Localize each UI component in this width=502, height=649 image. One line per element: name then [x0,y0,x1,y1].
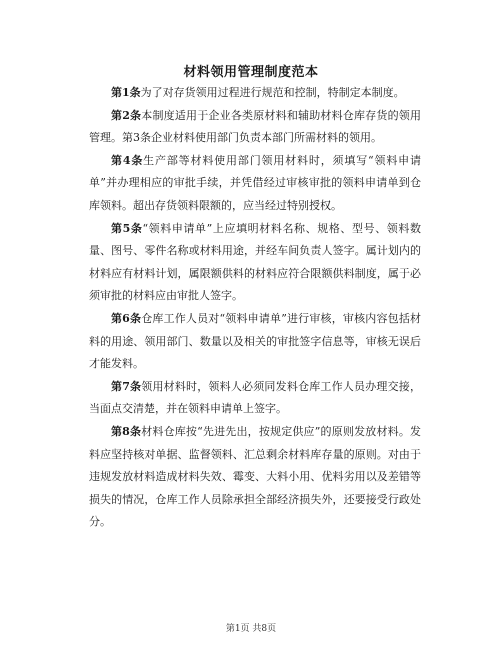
article-number: 第2条 [111,108,142,122]
article-paragraph [89,150,421,218]
article-number: 第7条 [111,379,142,393]
article-number: 第4条 [111,153,144,167]
article-number: 第6条 [111,311,142,325]
article-paragraph [89,421,421,534]
article-paragraph [89,105,421,150]
article-paragraph [89,218,421,308]
article-number: 第1条 [111,86,141,99]
article-number: 第5条 [111,221,143,235]
article-paragraph [89,82,421,105]
article-text: 领用材料时，领料人必须同发料仓库工作人员办理交接，当面点交清楚，并在领料申请单上签字。 [89,379,421,416]
page-footer: 第1页 共8页 [225,624,277,634]
article-text: “领料申请单”上应填明材料名称、规格、型号、领料数量、图号、零件名称或材料用途，并经车间负责人签字。属计划内的材料应有材料计划，属限额供料的材料应符合限额供料制度，属于必须审批的材料应由审批人签字。 [89,221,422,303]
article-text: 材料仓库按“先进先出，按规定供应”的原则发放材料。发料应坚持核对单据、监督领料、汇总剩余材料库存量的原则。对由于违规发放材料造成材料失效、霉变、大料小用、优料劣用以及差错等损失的情况，仓库工作人员除承担全部经济损失外，还要接受行政处分。 [89,424,421,529]
document-body [89,82,421,534]
article-text: 为了对存货领用过程进行规范和控制，特制定本制度。 [140,86,405,99]
article-text: 仓库工作人员对“领料申请单”进行审核，审核内容包括材料的用途、领用部门、数量以及相关的审批签字信息等，审核无误后才能发料。 [89,311,421,371]
document-title: 材料领用管理制度范本 [183,65,319,80]
article-paragraph [89,308,421,376]
article-paragraph [89,376,421,421]
article-text: 生产部等材料使用部门领用材料时，须填写“领料申请单”并办理相应的审批手续，并凭借经过审核审批的领料申请单到仓库领料。超出存货领料限额的，应当经过特别授权。 [89,153,422,212]
article-text: 本制度适用于企业各类原材料和辅助材料仓库存货的领用管理。第3条企业材料使用部门负责本部门所需材料的领用。 [89,108,421,145]
article-number: 第8条 [111,424,142,438]
